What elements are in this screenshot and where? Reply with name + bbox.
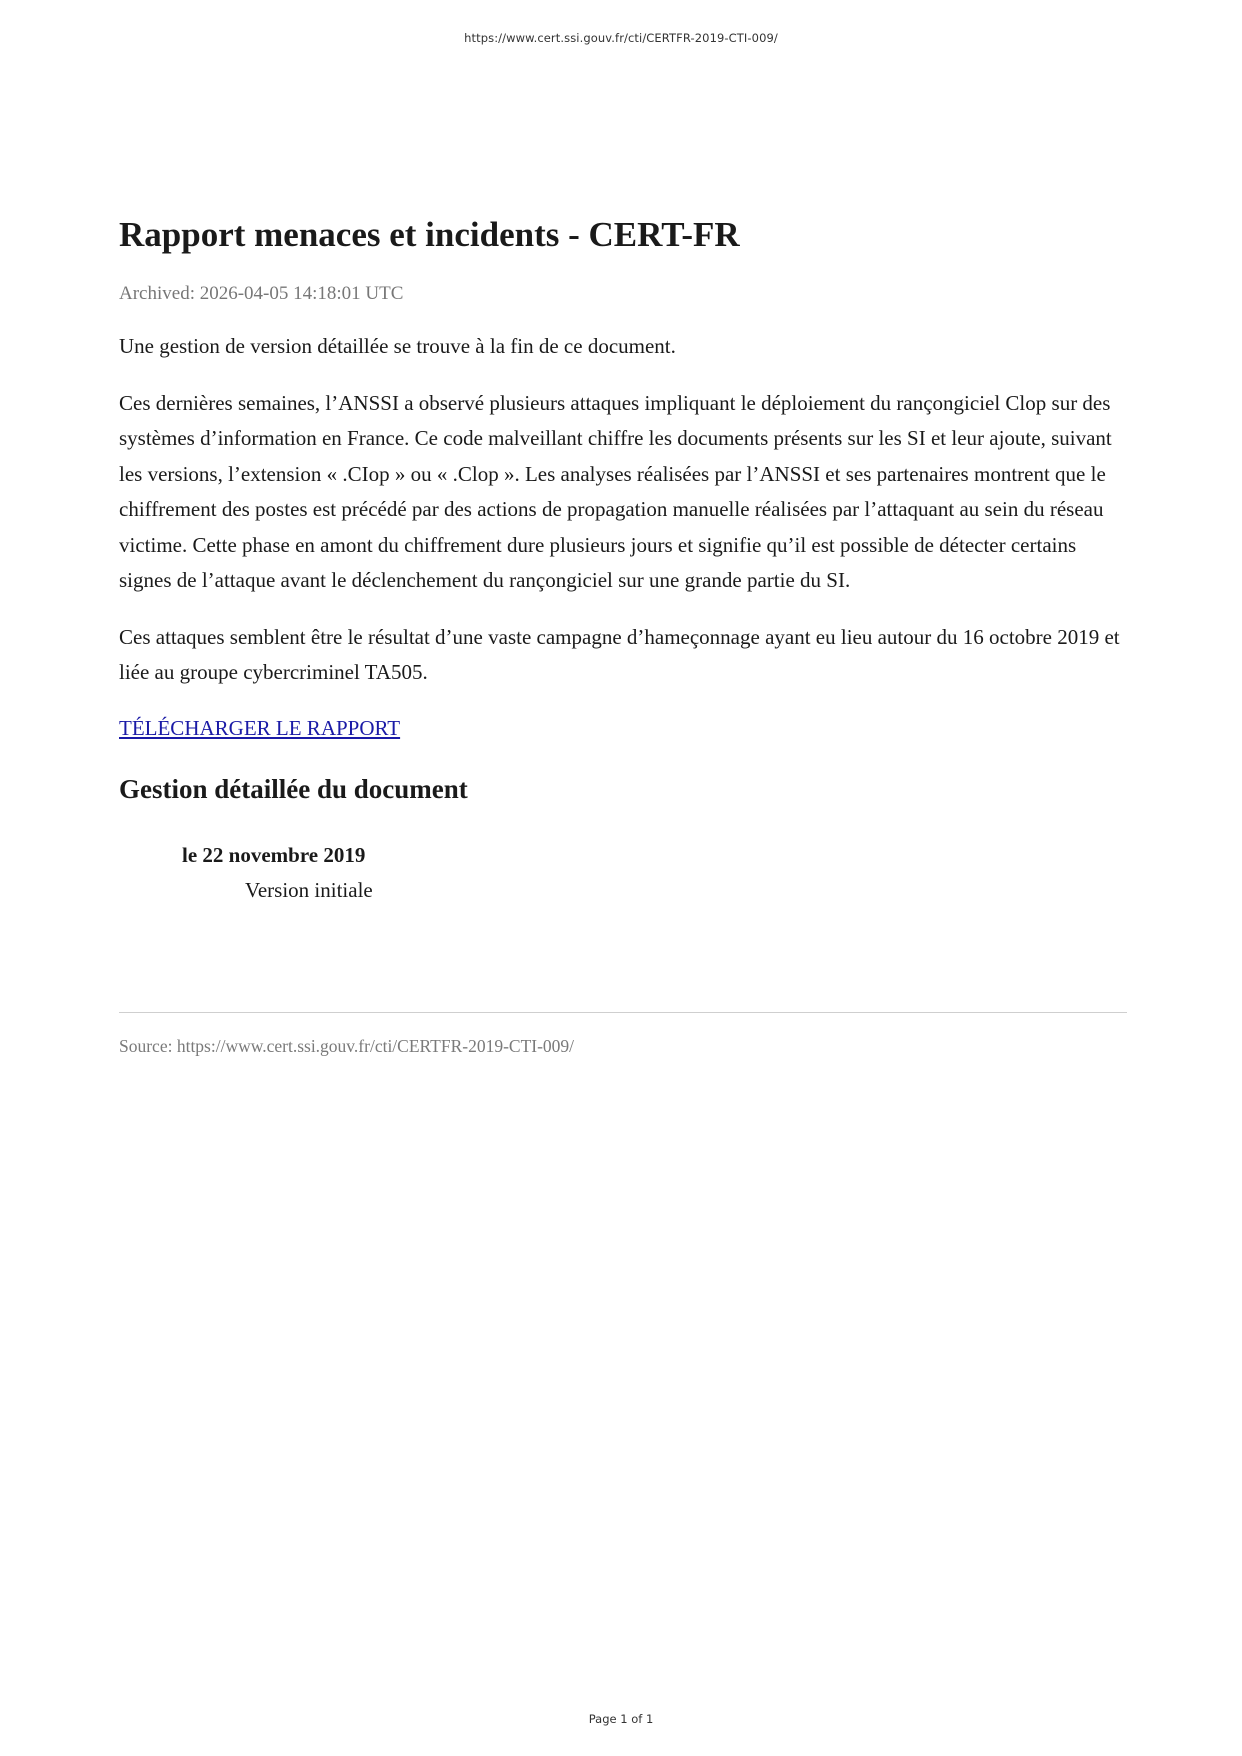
intro-paragraph: Une gestion de version détaillée se trouve à la fin de ce document.	[119, 334, 676, 358]
source-url: Source: https://www.cert.ssi.gouv.fr/cti/CERTFR-2019-CTI-009/	[119, 1036, 575, 1056]
article	[119, 212, 1127, 908]
body-paragraph: Ces dernières semaines, l’ANSSI a observé plusieurs attaques impliquant le déploiement du rançongiciel Clop sur des systèmes d’information en France. Ce code malveillant chiffre les documents présents sur les SI et leur ajoute, suivant les versions, l’extension « .CIop » ou « .Clop ». Les analyses réalisées par l’ANSSI et ses partenaires montrent que le chiffrement des postes est précédé par des actions de propagation manuelle réalisées par l’attaquant au sein du réseau victime. Cette phase en amont du chiffrement dure plusieurs jours et signifie qu’il est possible de détecter certains signes de l’attaque avant le déclenchement du rançongiciel sur une grande partie du SI.	[119, 390, 1112, 592]
section-title: Gestion détaillée du document	[119, 773, 468, 804]
page-title: Rapport menaces et incidents - CERT-FR	[119, 215, 740, 254]
body-paragraph: Ces attaques semblent être le résultat d’une vaste campagne d’hameçonnage ayant eu lieu autour du 16 octobre 2019 et liée au groupe cybercriminel TA505.	[119, 624, 1120, 684]
changelog-description: Version initiale	[245, 877, 373, 902]
divider	[119, 1012, 1127, 1013]
download-report-link[interactable]: TÉLÉCHARGER LE RAPPORT	[119, 715, 401, 740]
changelog-date: le 22 novembre 2019	[182, 842, 366, 867]
page-header-url: https://www.cert.ssi.gouv.fr/cti/CERTFR-2019-CTI-009/	[464, 31, 778, 45]
page-number: Page 1 of 1	[588, 1712, 654, 1726]
changelog	[119, 838, 1127, 908]
archived-timestamp: Archived: 2026-04-05 14:18:01 UTC	[119, 283, 404, 304]
